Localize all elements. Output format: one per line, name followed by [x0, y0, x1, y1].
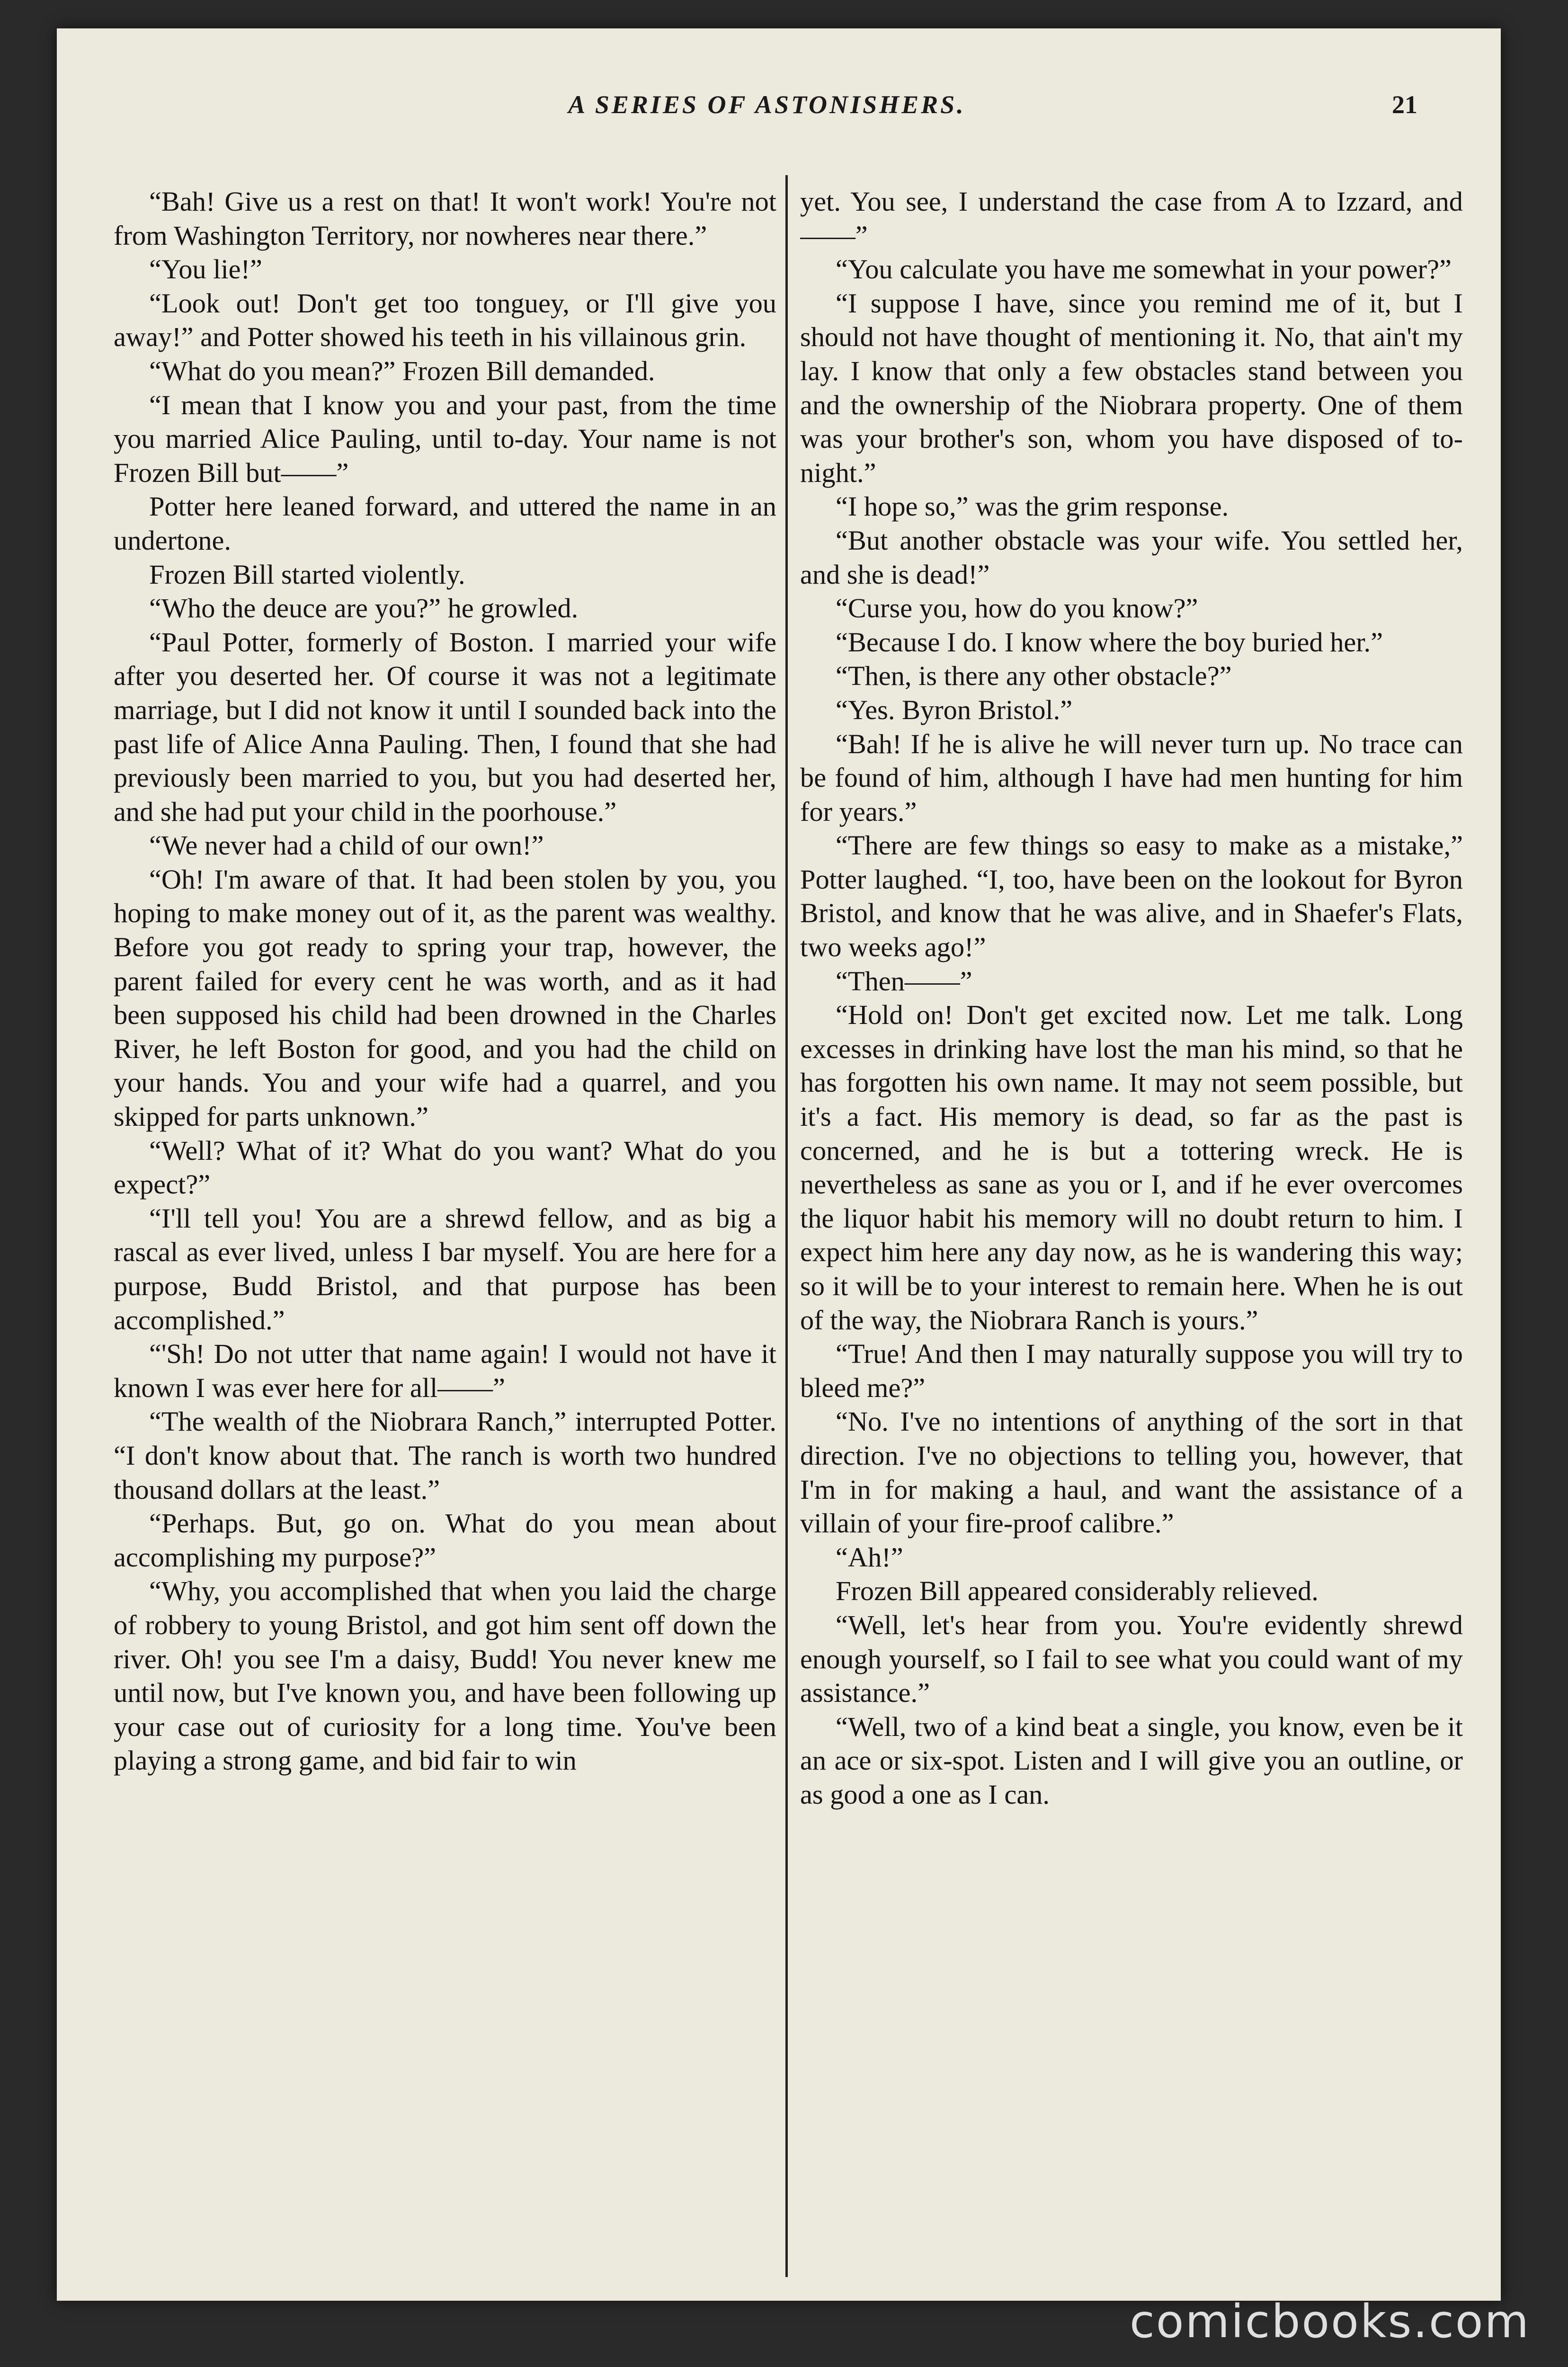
paragraph: “Well, two of a kind beat a single, you know, even be it an ace or six-spot. Listen and I will give you an outline, or as good a one as I can.: [800, 1711, 1463, 1810]
paragraph: “Oh! I'm aware of that. It had been stolen by you, you hoping to make money out of it, as the parent was wealthy. Before you got ready to spring your trap, however, the parent failed for every cent he was worth, and as it had been supposed his child had been drowned in the Charles River, he left Boston for good, and you had the child on your hands. You and your wife had a quarrel, and you skipped for parts unknown.”: [114, 863, 776, 1132]
paragraph: Potter here leaned forward, and uttered the name in an undertone.: [114, 491, 776, 556]
paragraph: “Then——”: [836, 965, 972, 997]
paragraph: “What do you mean?” Frozen Bill demanded.: [149, 355, 655, 386]
magazine-page: [57, 28, 1501, 2301]
paragraph: “I mean that I know you and your past, from the time you married Alice Pauling, until to-day. Your name is not Frozen Bill but——”: [114, 389, 776, 488]
paragraph: “I'll tell you! You are a shrewd fellow, and as big a rascal as ever lived, unless I bar myself. You are here for a purpose, Budd Bristol, and that purpose has been accomplished.”: [114, 1202, 776, 1335]
paragraph: “But another obstacle was your wife. You settled her, and she is dead!”: [800, 525, 1463, 590]
paragraph: “Bah! Give us a rest on that! It won't work! You're not from Washington Territory, nor nowheres near there.”: [114, 186, 776, 251]
paragraph: Frozen Bill started violently.: [149, 559, 465, 590]
paragraph: “Bah! If he is alive he will never turn up. No trace can be found of him, although I have had men hunting for him for years.”: [800, 728, 1463, 827]
paragraph: “I hope so,” was the grim response.: [836, 491, 1229, 522]
paragraph: “The wealth of the Niobrara Ranch,” interrupted Potter. “I don't know about that. The ranch is worth two hundred thousand dollars at the least.”: [114, 1406, 776, 1505]
paragraph: “You lie!”: [149, 254, 262, 285]
paragraph: Frozen Bill appeared considerably relieved.: [836, 1575, 1319, 1607]
paragraph: “Why, you accomplished that when you laid the charge of robbery to young Bristol, and got him sent off down the river. Oh! you see I'm a daisy, Budd! You never knew me until now, but I've known you, and have been following up your case out of curiosity for a long time. You've been playing a strong game, and bid fair to win: [114, 1575, 776, 1776]
paragraph: “Paul Potter, formerly of Boston. I married your wife after you deserted her. Of course it was not a legitimate marriage, but I did not know it until I sounded back into the past life of Alice Anna Pauling. Then, I found that she had previously been married to you, but you had deserted her, and she had put your child in the poorhouse.”: [114, 626, 776, 827]
paragraph: “True! And then I may naturally suppose you will try to bleed me?”: [800, 1338, 1463, 1403]
paragraph: “Perhaps. But, go on. What do you mean about accomplishing my purpose?”: [114, 1508, 776, 1573]
running-title: A SERIES OF ASTONISHERS.: [568, 90, 966, 119]
paragraph: “Well? What of it? What do you want? What do you expect?”: [114, 1135, 776, 1200]
paragraph: “Ah!”: [836, 1541, 903, 1573]
left-text-column: [114, 185, 776, 2282]
paragraph: “'Sh! Do not utter that name again! I would not have it known I was ever here for all——”: [114, 1338, 776, 1403]
paragraph: “Hold on! Don't get excited now. Let me talk. Long excesses in drinking have lost the man his mind, so that he has forgotten his own name. It may not seem possible, but it's a fact. His memory is dead, so far as the past is concerned, and he is but a tottering wreck. He is nevertheless as sane as you or I, and if he ever overcomes the liquor habit his memory will no doubt return to him. I expect him here any day now, as he is wandering this way; so it will be to your interest to remain here. When he is out of the way, the Niobrara Ranch is yours.”: [800, 999, 1463, 1335]
paragraph: “Who the deuce are you?” he growled.: [149, 593, 579, 624]
paragraph: “Look out! Don't get too tonguey, or I'll give you away!” and Potter showed his teeth in his villainous grin.: [114, 287, 776, 353]
page-number: 21: [1392, 90, 1417, 119]
paragraph: “There are few things so easy to make as a mistake,” Potter laughed. “I, too, have been on the lookout for Byron Bristol, and know that he was alive, and in Shaefer's Flats, two weeks ago!”: [800, 830, 1463, 963]
paragraph: “No. I've no intentions of anything of the sort in that direction. I've no objections to telling you, however, that I'm in for making a haul, and want the assistance of a villain of your fire-proof calibre.”: [800, 1406, 1463, 1539]
paragraph: “Curse you, how do you know?”: [836, 593, 1198, 624]
paragraph: “Because I do. I know where the boy buried her.”: [836, 626, 1383, 658]
paragraph: “Yes. Byron Bristol.”: [836, 694, 1073, 725]
paragraph: “Well, let's hear from you. You're evidently shrewd enough yourself, so I fail to see what you could want of my assistance.”: [800, 1609, 1463, 1709]
paragraph: “I suppose I have, since you remind me of it, but I should not have thought of mentioning it. No, that ain't my lay. I know that only a few obstacles stand between you and the ownership of the Niobrara property. One of them was your brother's son, whom you have disposed of to-night.”: [800, 287, 1463, 488]
paragraph: “We never had a child of our own!”: [149, 830, 544, 861]
column-divider: [785, 175, 788, 2277]
paragraph-continuation: yet. You see, I understand the case from A to Izzard, and——”: [800, 186, 1463, 251]
paragraph: “Then, is there any other obstacle?”: [836, 660, 1232, 692]
right-text-column: [800, 185, 1463, 2282]
paragraph: “You calculate you have me somewhat in your power?”: [836, 254, 1452, 285]
watermark: comicbooks.com: [1129, 2295, 1530, 2348]
